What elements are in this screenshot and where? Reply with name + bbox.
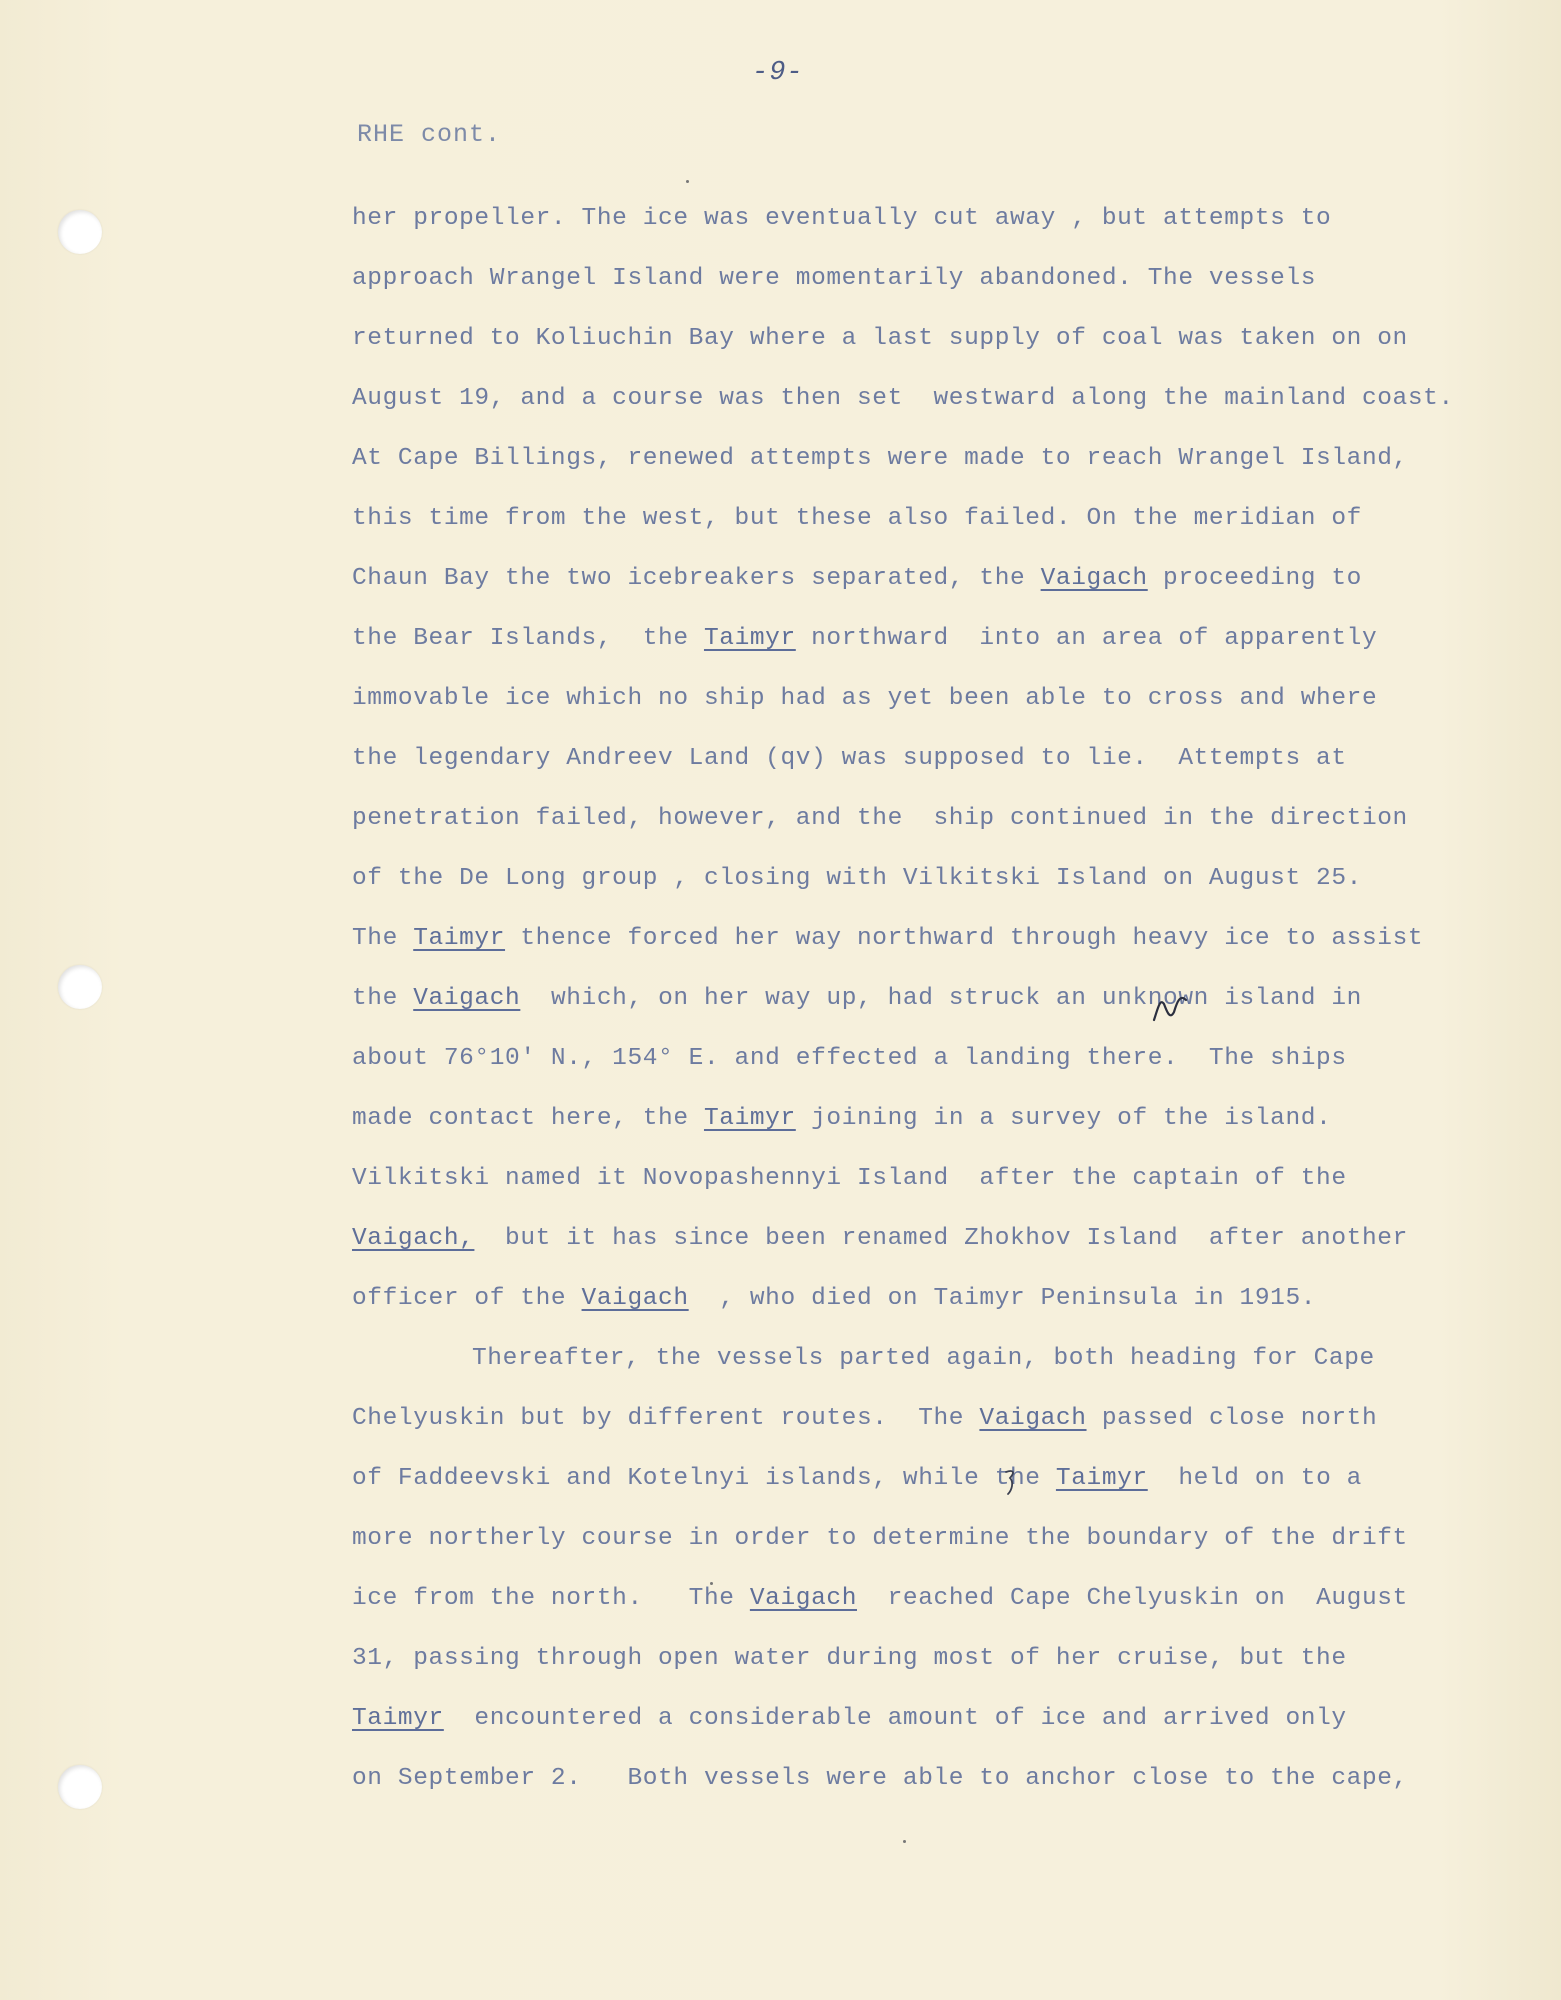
text-line: her propeller. The ice was eventually cut away , but attempts to xyxy=(352,205,1332,232)
text-line: penetration failed, however, and the ship continued in the direction xyxy=(352,805,1408,832)
running-head: RHE cont. xyxy=(357,120,502,149)
ship-name: Taimyr xyxy=(703,625,796,652)
text-line: made contact here, the Taimyr joining in a survey of the island. xyxy=(352,1105,1332,1132)
text-line: ice from the north. The Vaigach reached Cape Chelyuskin on August xyxy=(352,1585,1408,1612)
ship-name: Vaigach xyxy=(413,985,521,1012)
text-line: more northerly course in order to determine the boundary of the drift xyxy=(352,1525,1408,1552)
text-line: Chaun Bay the two icebreakers separated, the Vaigach proceeding to xyxy=(352,565,1362,592)
text-line: immovable ice which no ship had as yet been able to cross and where xyxy=(352,685,1378,712)
punch-hole-bottom xyxy=(58,1765,102,1809)
text-line: officer of the Vaigach , who died on Taimyr Peninsula in 1915. xyxy=(352,1285,1317,1312)
text-line: August 19, and a course was then set westward along the mainland coast. xyxy=(352,385,1454,412)
ship-name: Taimyr xyxy=(352,1705,444,1732)
ship-name: Taimyr xyxy=(703,1105,796,1132)
text-line: the Vaigach which, on her way up, had struck an unknown island in xyxy=(352,985,1362,1012)
ship-name: Vaigach xyxy=(581,1285,689,1312)
text-line: the Bear Islands, the Taimyr northward into an area of apparently xyxy=(352,625,1378,652)
ship-name: Taimyr xyxy=(1055,1465,1148,1492)
ship-name: Vaigach, xyxy=(352,1225,475,1252)
page-number: -9- xyxy=(752,58,804,88)
punch-hole-top xyxy=(58,210,102,254)
text-line: of Faddeevski and Kotelnyi islands, while the Taimyr held on to a xyxy=(352,1465,1362,1492)
text-line: of the De Long group , closing with Vilkitski Island on August 25. xyxy=(352,865,1362,892)
text-line: Vaigach, but it has since been renamed Zhokhov Island after another xyxy=(352,1225,1408,1252)
text-line: on September 2. Both vessels were able to anchor close to the cape, xyxy=(352,1765,1408,1792)
text-line: about 76°10' N., 154° E. and effected a landing there. The ships xyxy=(352,1045,1347,1072)
text-line: 31, passing through open water during most of her cruise, but the xyxy=(352,1645,1347,1672)
text-line: Chelyuskin but by different routes. The Vaigach passed close north xyxy=(352,1405,1378,1432)
text-line: this time from the west, but these also failed. On the meridian of xyxy=(352,505,1362,532)
paper-speck xyxy=(903,1840,906,1843)
text-line: Vilkitski named it Novopashennyi Island after the captain of the xyxy=(352,1165,1347,1192)
text-line: returned to Koliuchin Bay where a last supply of coal was taken on on xyxy=(352,325,1408,352)
paper-speck xyxy=(710,1582,713,1585)
handwritten-correction-mark xyxy=(1150,990,1194,1026)
text-line-paragraph-start: Thereafter, the vessels parted again, both heading for Cape xyxy=(472,1345,1375,1372)
handwritten-caret-mark xyxy=(1002,1468,1022,1496)
text-line: approach Wrangel Island were momentarily abandoned. The vessels xyxy=(352,265,1317,292)
text-line: the legendary Andreev Land (qv) was supposed to lie. Attempts at xyxy=(352,745,1347,772)
ship-name: Vaigach xyxy=(749,1585,857,1612)
paper-speck xyxy=(686,180,689,183)
punch-hole-middle xyxy=(58,965,102,1009)
text-line: At Cape Billings, renewed attempts were made to reach Wrangel Island, xyxy=(352,445,1408,472)
text-line: The Taimyr thence forced her way northward through heavy ice to assist xyxy=(352,925,1424,952)
ship-name: Vaigach xyxy=(1040,565,1148,592)
text-line: Taimyr encountered a considerable amount of ice and arrived only xyxy=(352,1705,1347,1732)
ship-name: Vaigach xyxy=(979,1405,1087,1432)
ship-name: Taimyr xyxy=(413,925,506,952)
